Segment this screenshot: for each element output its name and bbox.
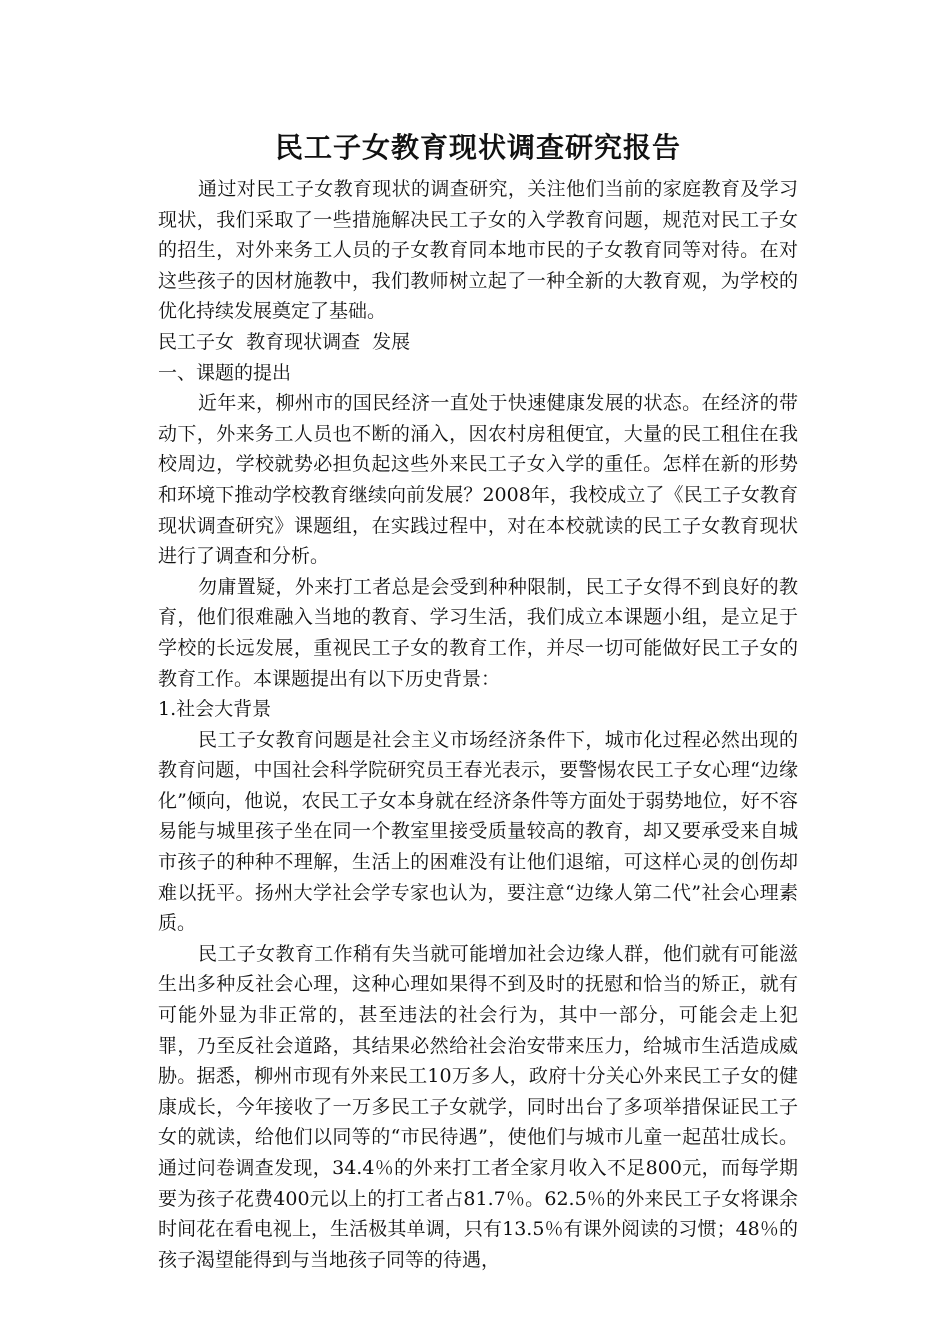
body-paragraph-4: 民工子女教育工作稍有失当就可能增加社会边缘人群，他们就有可能滋生出多种反社会心理，这种心理如果得不到及时的抚慰和恰当的矫正，就有可能外显为非正常的，甚至违法的社会行为，其中一部分，可能会走上犯罪，乃至反社会道路，其结果必然给社会治安带来压力，给城市生活造成威胁。据悉，柳州市现有外来民工10万多人，政府十分关心外来民工子女的健康成长，今年接收了一万多民工子女就学，同时出台了多项举措保证民工子女的就读，给他们以同等的“市民待遇”，使他们与城市儿童一起茁壮成长。通过问卷调查发现，34.4％的外来打工者全家月收入不足800元，而每学期要为孩子花费400元以上的打工者占81.7％。62.5％的外来民工子女将课余时间花在看电视上，生活极其单调，只有13.5％有课外阅读的习惯；48％的孩子渴望能得到与当地孩子同等的待遇， <box>158 942 798 1271</box>
subheading: 1.社会大背景 <box>158 698 272 721</box>
abstract-paragraph: 通过对民工子女教育现状的调查研究，关注他们当前的家庭教育及学习现状，我们采取了一些措施解决民工子女的入学教育问题，规范对民工子女的招生，对外来务工人员的子女教育同本地市民的子女教育同等对待。在对这些孩子的因材施教中，我们教师树立起了一种全新的大教育观，为学校的优化持续发展奠定了基础。 <box>158 178 798 323</box>
body-paragraph-3: 民工子女教育问题是社会主义市场经济条件下，城市化过程必然出现的教育问题，中国社会科学院研究员王春光表示，要警惕农民工子女心理“边缘化”倾向，他说，农民工子女本身就在经济条件等方面处于弱势地位，好不容易能与城里孩子坐在同一个教室里接受质量较高的教育，却又要承受来自城市孩子的种种不理解，生活上的困难没有让他们退缩，可这样心灵的创伤却难以抚平。扬州大学社会学专家也认为，要注意“边缘人第二代”社会心理素质。 <box>158 728 798 935</box>
document-title: 民工子女教育现状调查研究报告 <box>274 131 681 164</box>
body-paragraph-2: 勿庸置疑，外来打工者总是会受到种种限制，民工子女得不到良好的教育，他们很难融入当地的教育、学习生活，我们成立本课题小组，是立足于学校的长远发展，重视民工子女的教育工作，并尽一切可能做好民工子女的教育工作。本课题提出有以下历史背景： <box>158 575 798 690</box>
keywords-line: 民工子女 教育现状调查 发展 <box>158 330 411 353</box>
body-paragraph-1: 近年来，柳州市的国民经济一直处于快速健康发展的状态。在经济的带动下，外来务工人员也不断的涌入，因农村房租便宜，大量的民工租住在我校周边，学校就势必担负起这些外来民工子女入学的重任。怎样在新的形势和环境下推动学校教育继续向前发展？2008年，我校成立了《民工子女教育现状调查研究》课题组，在实践过程中，对在本校就读的民工子女教育现状进行了调查和分析。 <box>158 392 798 568</box>
document-body <box>158 128 798 1275</box>
section-heading: 一、课题的提出 <box>158 361 292 384</box>
